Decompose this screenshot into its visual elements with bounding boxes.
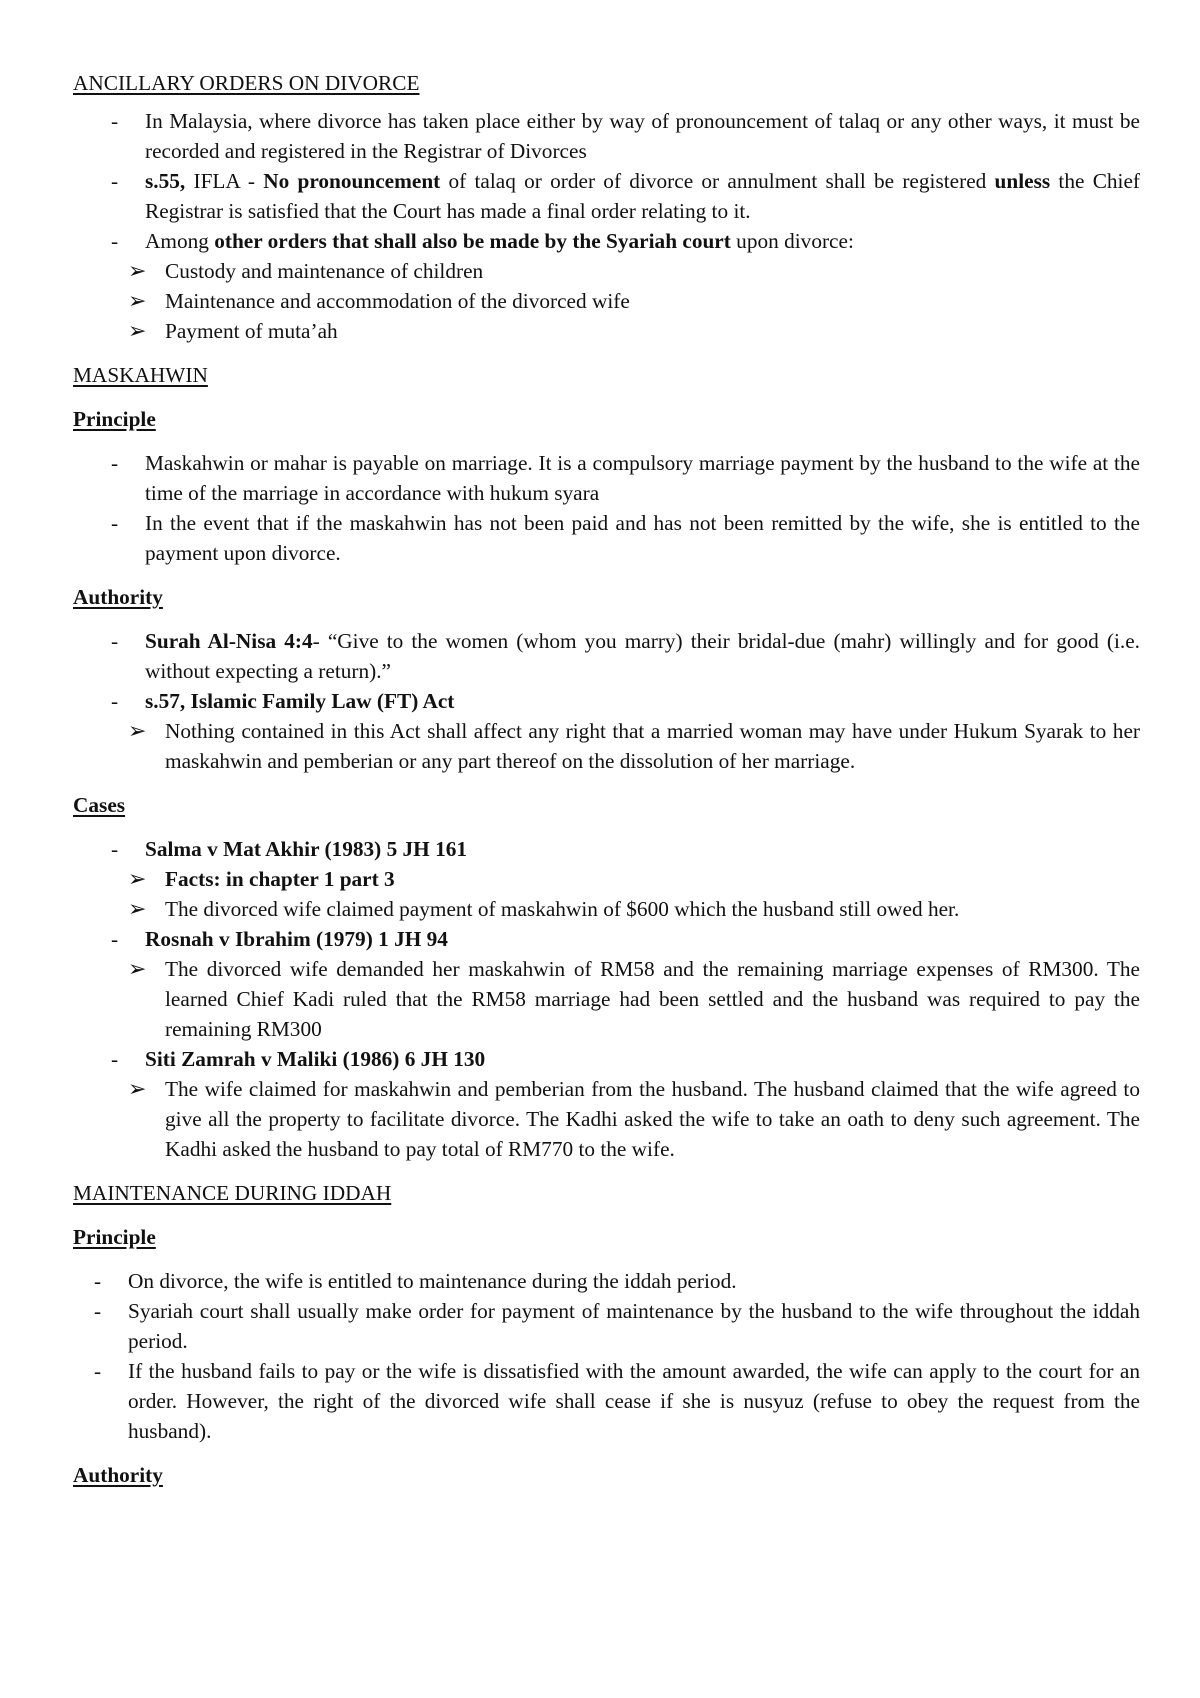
dash-marker: - [111, 1047, 119, 1071]
case-item [73, 924, 1140, 954]
subheading-principle: Principle [73, 407, 156, 431]
document-page [73, 68, 1140, 1490]
arrow-bullet-icon: ➢ [128, 1076, 147, 1101]
sub-list-item: ➢ Maintenance and accommodation of the divorced wife [73, 286, 1140, 316]
case-item [73, 1044, 1140, 1074]
dash-marker: - [94, 1359, 102, 1383]
sub-list-item: ➢ The wife claimed for maskahwin and pemberian from the husband. The husband claimed that the wife agreed to give all the property to facilitate divorce. The Kadhi asked the wife to take an oath to deny such agreement. The Kadhi asked the husband to pay total of RM770 to the wife. [128, 1076, 1140, 1161]
subheading-principle: Principle [73, 1225, 156, 1249]
section-heading-maskahwin: MASKAHWIN [73, 363, 208, 387]
sub-list-item: ➢ Nothing contained in this Act shall affect any right that a married woman may have under Hukum Syarak to her maskahwin and pemberian or any part thereof on the dissolution of her marriage. [128, 718, 1140, 773]
section-heading-ancillary-orders: ANCILLARY ORDERS ON DIVORCE [73, 71, 420, 95]
dash-marker: - [111, 511, 119, 535]
subheading-authority: Authority [73, 1463, 163, 1487]
sub-list-item: ➢ Facts: in chapter 1 part 3 [73, 864, 1140, 894]
case-name: Rosnah v Ibrahim (1979) 1 JH 94 [145, 927, 448, 951]
arrow-bullet-icon: ➢ [128, 896, 147, 921]
dash-marker: - [111, 927, 119, 951]
dash-marker: - [111, 837, 119, 861]
arrow-bullet-icon: ➢ [128, 956, 147, 981]
dash-marker: - [111, 629, 119, 653]
case-item [73, 834, 1140, 864]
list-item: - On divorce, the wife is entitled to maintenance during the iddah period. [73, 1266, 1140, 1296]
dash-marker: - [111, 689, 119, 713]
list-item: - s.55, IFLA - No pronouncement of talaq or order of divorce or annulment shall be registered unless the Chief Registrar is satisfied that the Court has made a final order relating to it. [73, 166, 1140, 226]
dash-marker: - [94, 1269, 102, 1293]
arrow-bullet-icon: ➢ [128, 318, 147, 343]
list-item: - In Malaysia, where divorce has taken place either by way of pronouncement of talaq or any other ways, it must be recorded and registered in the Registrar of Divorces [73, 106, 1140, 166]
arrow-bullet-icon: ➢ [128, 718, 147, 743]
arrow-bullet-icon: ➢ [128, 288, 147, 313]
dash-marker: - [111, 109, 119, 133]
sub-list-item: ➢ Payment of muta’ah [73, 316, 1140, 346]
list-item: - Among other orders that shall also be made by the Syariah court upon divorce: [73, 226, 1140, 256]
arrow-bullet-icon: ➢ [128, 866, 147, 891]
case-name: Siti Zamrah v Maliki (1986) 6 JH 130 [145, 1047, 486, 1071]
section-heading-maintenance-iddah: MAINTENANCE DURING IDDAH [73, 1181, 392, 1205]
arrow-bullet-icon: ➢ [128, 258, 147, 283]
dash-marker: - [111, 169, 119, 193]
list-item: - Maskahwin or mahar is payable on marriage. It is a compulsory marriage payment by the husband to the wife at the time of the marriage in accordance with hukum syara [73, 448, 1140, 508]
list-item: - If the husband fails to pay or the wife is dissatisfied with the amount awarded, the wife can apply to the court for an order. However, the right of the divorced wife shall cease if she is nusyuz (refuse to obey the request from the husband). [73, 1356, 1140, 1446]
sub-list-item: ➢ Custody and maintenance of children [73, 256, 1140, 286]
subheading-authority: Authority [73, 585, 163, 609]
case-name: Salma v Mat Akhir (1983) 5 JH 161 [145, 837, 468, 861]
list-item: - Syariah court shall usually make order for payment of maintenance by the husband to the wife throughout the iddah period. [73, 1296, 1140, 1356]
list-item: - s.57, Islamic Family Law (FT) Act [73, 686, 1140, 716]
list-item: - Surah Al-Nisa 4:4- “Give to the women (whom you marry) their bridal-due (mahr) willingly and for good (i.e. without expecting a return).” [73, 626, 1140, 686]
sub-list-item: ➢ The divorced wife demanded her maskahwin of RM58 and the remaining marriage expenses of RM300. The learned Chief Kadi ruled that the RM58 marriage had been settled and the husband was required to pay the remaining RM300 [128, 956, 1140, 1041]
dash-marker: - [111, 451, 119, 475]
dash-marker: - [94, 1299, 102, 1323]
dash-marker: - [111, 229, 119, 253]
sub-list-item: ➢ The divorced wife claimed payment of maskahwin of $600 which the husband still owed her. [73, 894, 1140, 924]
subheading-cases: Cases [73, 793, 126, 817]
list-item: - In the event that if the maskahwin has not been paid and has not been remitted by the wife, she is entitled to the payment upon divorce. [73, 508, 1140, 568]
